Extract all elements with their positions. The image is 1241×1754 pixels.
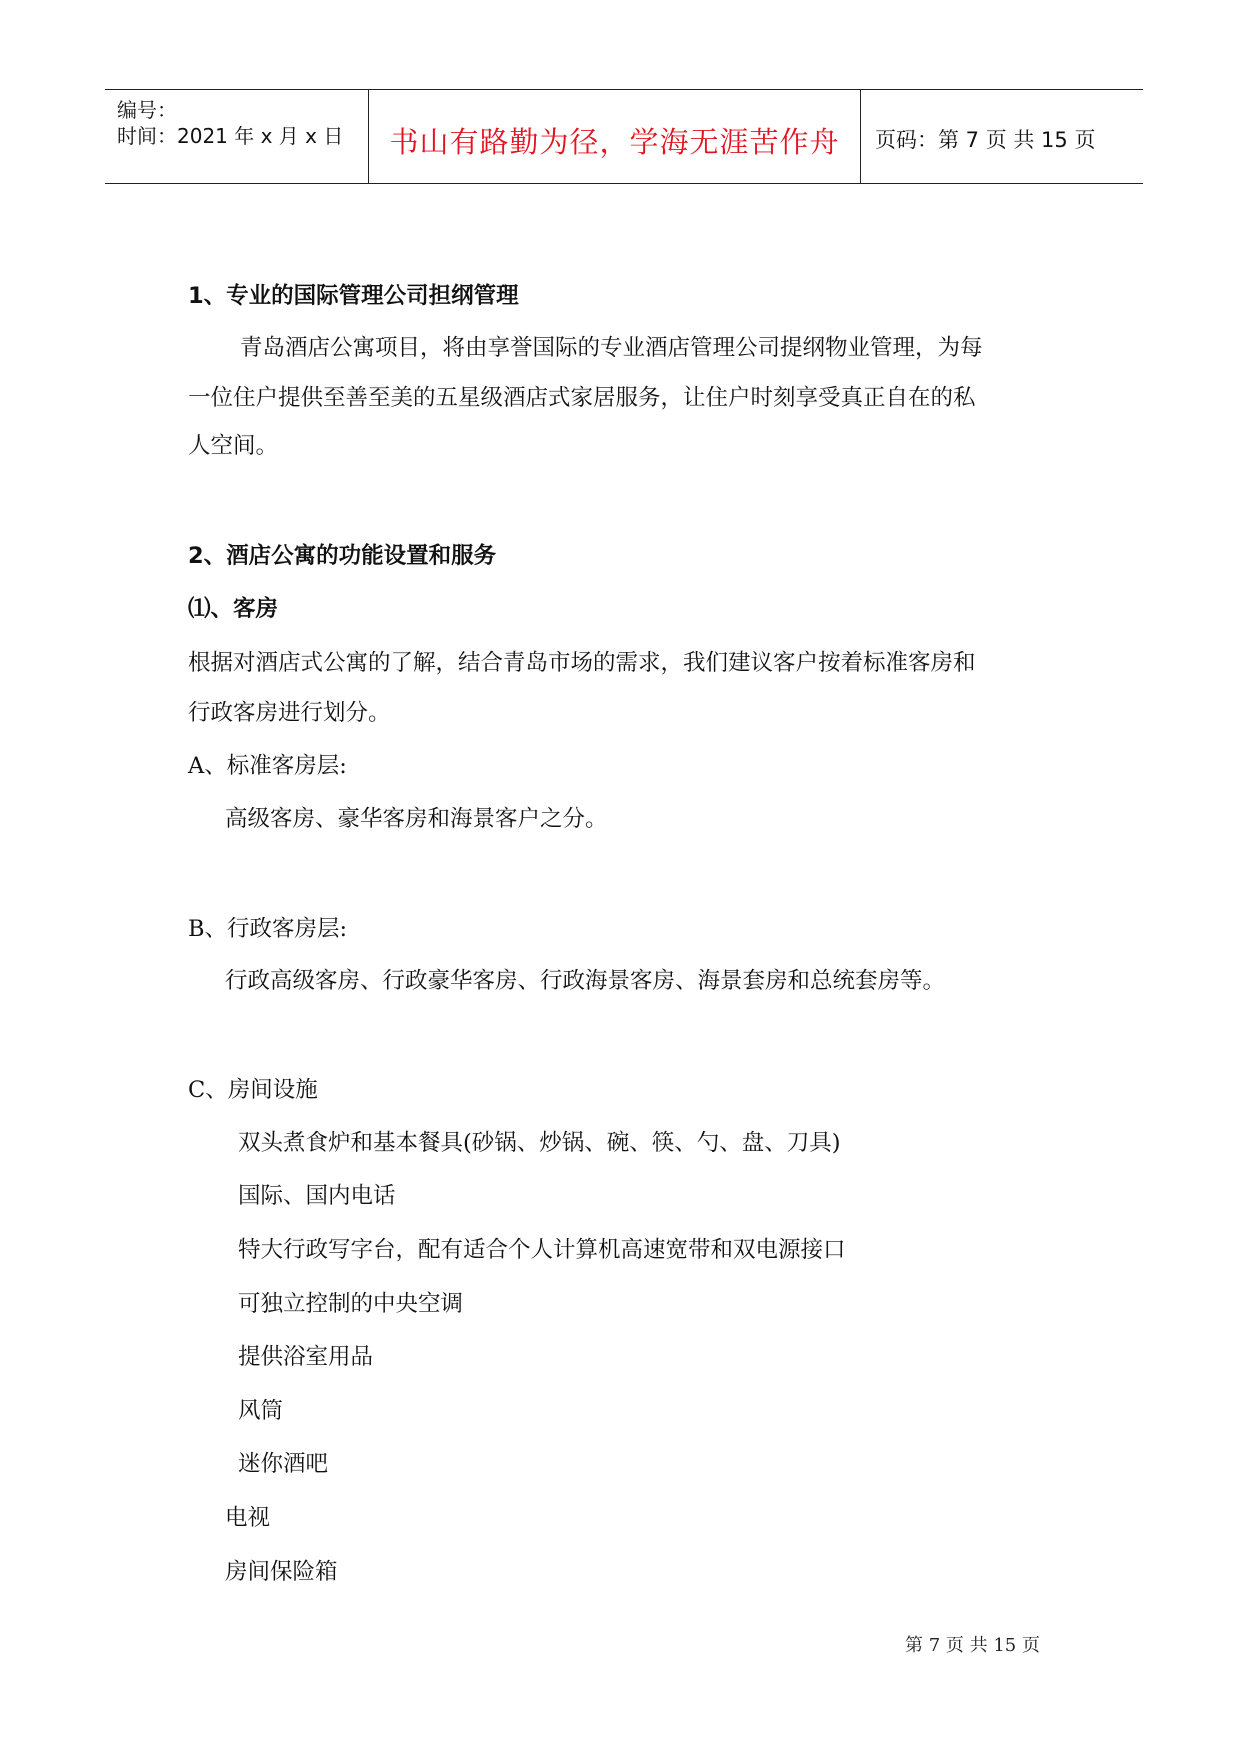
section2-intro-line: 根据对酒店式公寓的了解，结合青岛市场的需求，我们建议客户按着标准客房和 <box>188 650 976 676</box>
header-middle-cell <box>369 90 861 183</box>
section2-heading: 2、酒店公寓的功能设置和服务 <box>188 543 497 569</box>
facility-item: 可独立控制的中央空调 <box>238 1291 464 1317</box>
page-footer-number: 第 7 页 共 15 页 <box>905 1635 1040 1656</box>
facility-item: 电视 <box>225 1505 271 1531</box>
facility-item: 国际、国内电话 <box>238 1183 396 1209</box>
section1-paragraph-line: 人空间。 <box>188 433 279 459</box>
page-header <box>105 89 1143 184</box>
section2-intro-line: 行政客房进行划分。 <box>188 700 391 726</box>
standard-floor-text: 高级客房、豪华客房和海景客户之分。 <box>225 806 608 832</box>
facility-item: 风筒 <box>238 1398 284 1424</box>
facility-item: 提供浴室用品 <box>238 1344 374 1370</box>
header-left-cell <box>105 90 369 183</box>
document-time-label: 时间：2021 年 x 月 x 日 <box>117 124 344 148</box>
document-number-label: 编号： <box>117 98 177 122</box>
room-facilities-title: C、房间设施 <box>188 1077 318 1103</box>
header-page-code: 页码：第 7 页 共 15 页 <box>875 128 1096 152</box>
facility-item: 房间保险箱 <box>225 1559 338 1585</box>
subsection-guest-rooms: ⑴、客房 <box>188 596 279 622</box>
facility-item: 双头煮食炉和基本餐具(砂锅、炒锅、碗、筷、勺、盘、刀具) <box>238 1130 841 1156</box>
facility-item: 迷你酒吧 <box>238 1451 329 1477</box>
header-right-cell <box>861 90 1143 183</box>
section1-heading: 1、专业的国际管理公司担纲管理 <box>188 283 519 309</box>
section1-paragraph-line: 一位住户提供至善至美的五星级酒店式家居服务，让住户时刻享受真正自在的私 <box>188 385 976 411</box>
facility-item: 特大行政写字台，配有适合个人计算机高速宽带和双电源接口 <box>238 1237 846 1263</box>
executive-floor-title: B、行政客房层: <box>188 916 348 942</box>
section1-paragraph-line: 青岛酒店公寓项目，将由享誉国际的专业酒店管理公司提纲物业管理，为每 <box>240 335 983 361</box>
header-motto: 书山有路勤为径，学海无涯苦作舟 <box>389 125 840 159</box>
executive-floor-text: 行政高级客房、行政豪华客房、行政海景客房、海景套房和总统套房等。 <box>225 968 946 994</box>
standard-floor-title: A、标准客房层: <box>188 753 347 779</box>
